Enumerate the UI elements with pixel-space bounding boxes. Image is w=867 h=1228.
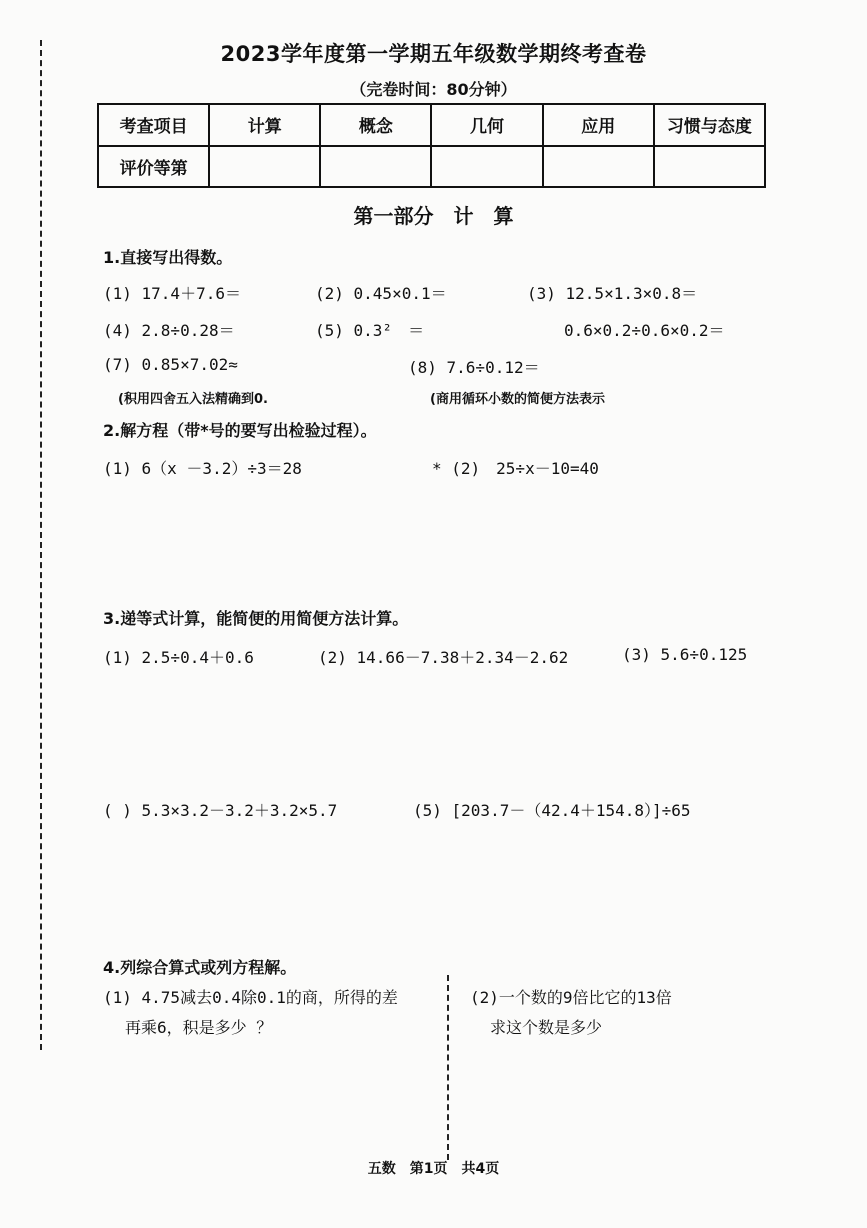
q3-item: (2) 14.66－7.38＋2.34－2.62 (318, 648, 569, 667)
q3-item: (3) 5.6÷0.125 (622, 645, 748, 664)
q3-item: (5) [203.7－（42.4＋154.8）]÷65 (413, 801, 691, 820)
score-cell: 计算 (209, 104, 320, 146)
q1-item: (7) 0.85×7.02≈ (103, 355, 238, 374)
q4-left-line: (1) 4.75减去0.4除0.1的商，所得的差 (103, 988, 398, 1007)
q2-heading: 2.解方程（带*号的要写出检验过程）。 (103, 421, 377, 440)
q3-item: ( ) 5.3×3.2－3.2＋3.2×5.7 (103, 801, 338, 820)
grade-input-cell[interactable] (431, 146, 542, 188)
grade-input-cell[interactable] (320, 146, 431, 188)
section-title: 第一部分 计 算 (353, 204, 514, 228)
score-cell: 考查项目 (98, 104, 209, 146)
q2-item: * (2) 25÷x－10=40 (432, 459, 599, 478)
q3-heading: 3.递等式计算，能简便的用简便方法计算。 (103, 609, 409, 628)
score-cell: 应用 (543, 104, 654, 146)
score-cell: 习惯与态度 (654, 104, 765, 146)
q1-item: (8) 7.6÷0.12＝ (408, 358, 540, 377)
grade-input-cell[interactable] (654, 146, 765, 188)
score-table-grade-row (98, 146, 765, 188)
q4-left-line: 再乘6，积是多少 ？ (125, 1018, 273, 1037)
q4-right-line: 求这个数是多少 (490, 1018, 603, 1037)
grade-input-cell[interactable] (209, 146, 320, 188)
grade-input-cell[interactable] (543, 146, 654, 188)
score-cell: 概念 (320, 104, 431, 146)
q1-heading: 1.直接写出得数。 (103, 248, 233, 267)
q1-item: (5) 0.3² ＝ (315, 321, 425, 340)
score-table (97, 103, 766, 188)
q4-heading: 4.列综合算式或列方程解。 (103, 958, 297, 977)
q3-item: (1) 2.5÷0.4＋0.6 (103, 648, 254, 667)
q1-note: (积用四舍五入法精确到0. (118, 392, 268, 407)
page-footer: 五数 第1页 共4页 (367, 1161, 500, 1177)
q1-item: (2) 0.45×0.1＝ (315, 284, 447, 303)
q1-item: (1) 17.4＋7.6＝ (103, 284, 241, 303)
q1-note: (商用循环小数的简便方法表示 (430, 392, 605, 407)
score-cell: 几何 (431, 104, 542, 146)
page-title: 2023学年度第一学期五年级数学期终考查卷 (220, 42, 647, 66)
q4-right-line: (2)一个数的9倍比它的13倍 (470, 988, 672, 1007)
column-divider (447, 975, 449, 1160)
score-cell: 评价等第 (98, 146, 209, 188)
score-table-header-row (98, 104, 765, 146)
exam-duration: （完卷时间：80分钟） (350, 80, 517, 99)
q1-item: (3) 12.5×1.3×0.8＝ (527, 284, 698, 303)
q2-item: (1) 6（x －3.2）÷3＝28 (103, 459, 302, 478)
q1-item: (4) 2.8÷0.28＝ (103, 321, 235, 340)
binding-dashed-line (40, 40, 42, 1050)
q1-item: 0.6×0.2÷0.6×0.2＝ (564, 321, 725, 340)
